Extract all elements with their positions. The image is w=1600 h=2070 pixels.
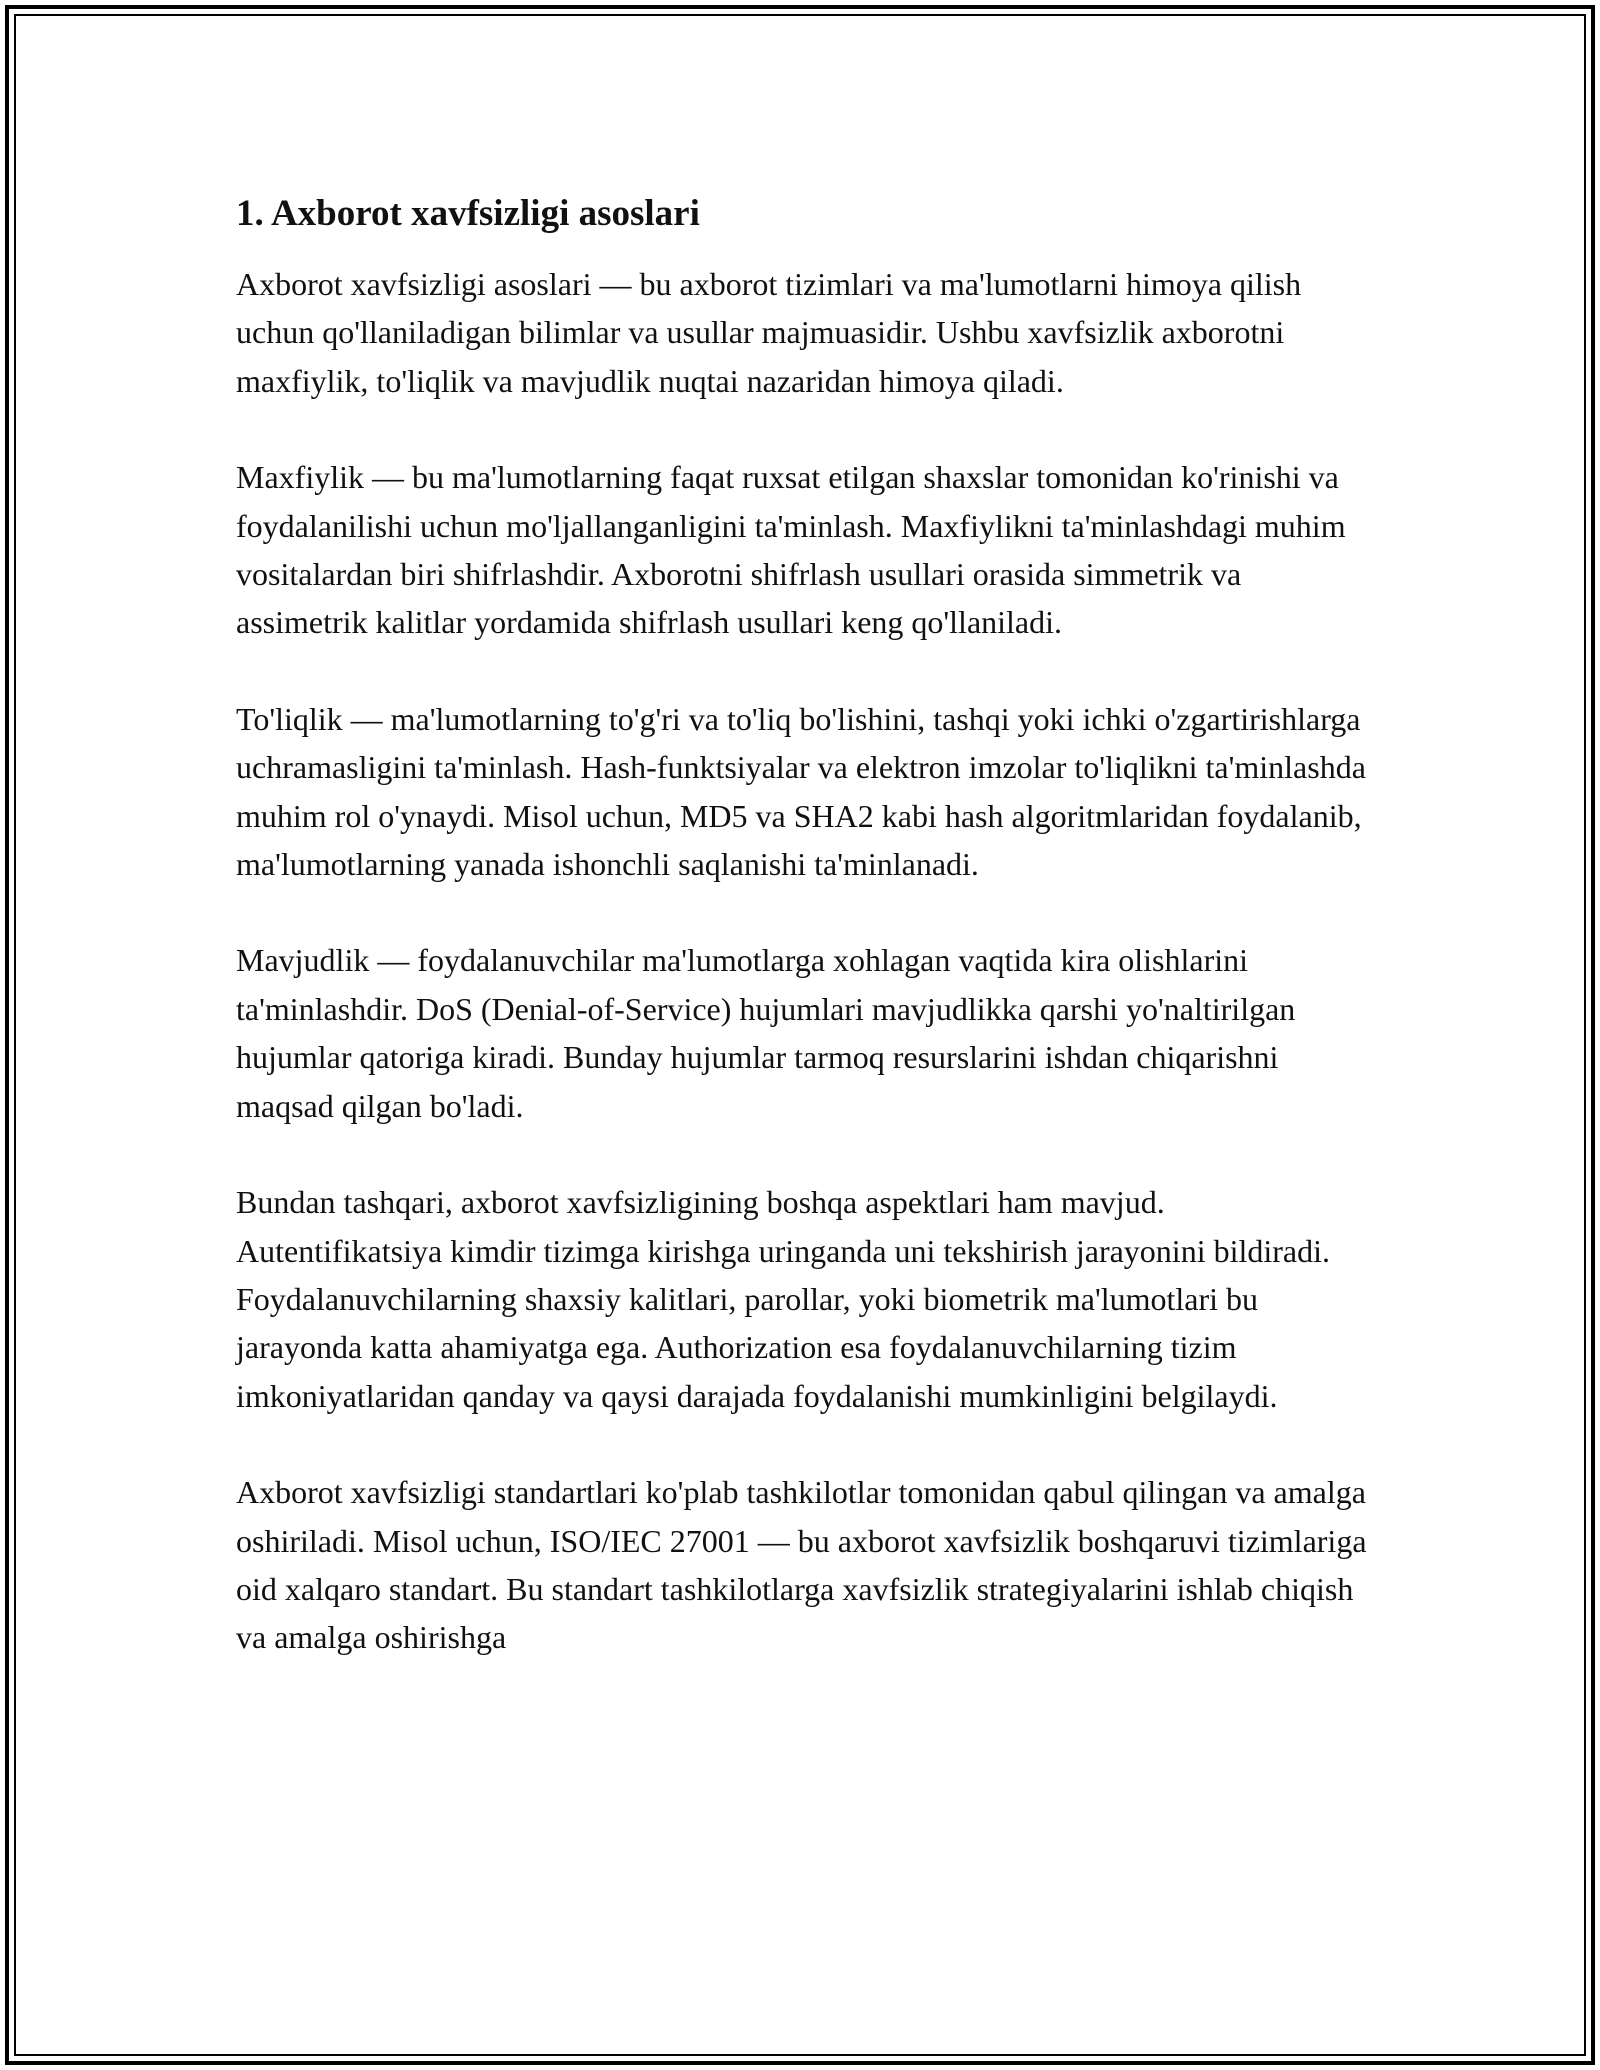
paragraph-standards: Axborot xavfsizligi standartlari ko'plab tashkilotlar tomonidan qabul qilingan va amalga oshiriladi. Misol uchun, ISO/IEC 27001 — bu axborot xavfsizlik boshqaruvi tizimlariga oid xalqaro standart. Bu standart tashkilotlarga xavfsizlik strategiyalarini ishlab chiqish va amalga oshirishga bbox=[236, 1474, 1367, 1656]
paragraph-confidentiality: Maxfiylik — bu ma'lumotlarning faqat ruxsat etilgan shaxslar tomonidan ko'rinishi va foydalanilishi uchun mo'ljallanganligini ta'minlash. Maxfiylikni ta'minlashdagi muhim vositalardan biri shifrlashdir. Axborotni shifrlash usullari orasida simmetrik va assimetrik kalitlar yordamida shifrlash usullari keng qo'llaniladi. bbox=[236, 459, 1346, 641]
paragraph-authentication: Bundan tashqari, axborot xavfsizligining boshqa aspektlari ham mavjud. Autentifikatsiya kimdir tizimga kirishga uringanda uni tekshirish jarayonini bildiradi. Foydalanuvchilarning shaxsiy kalitlari, parollar, yoki biometrik ma'lumotlari bu jarayonda katta ahamiyatga ega. Authorization esa foydalanuvchilarning tizim imkoniyatlaridan qanday va qaysi darajada foydalanishi mumkinligini belgilaydi. bbox=[236, 1184, 1330, 1414]
paragraph-integrity: To'liqlik — ma'lumotlarning to'g'ri va to'liq bo'lishini, tashqi yoki ichki o'zgartirishlarga uchramasligini ta'minlash. Hash-funktsiyalar va elektron imzolar to'liqlikni ta'minlashda muhim rol o'ynaydi. Misol uchun, MD5 va SHA2 kabi hash algoritmlaridan foydalanib, ma'lumotlarning yanada ishonchli saqlanishi ta'minlanadi. bbox=[236, 700, 1366, 883]
paragraph-intro: Axborot xavfsizligi asoslari — bu axborot tizimlari va ma'lumotlarni himoya qilish uchun qo'llaniladigan bilimlar va usullar majmuasidir. Ushbu xavfsizlik axborotni maxfiylik, to'liqlik va mavjudlik nuqtai nazaridan himoya qiladi. bbox=[236, 266, 1302, 399]
document-body bbox=[236, 190, 1376, 1710]
paragraph-availability: Mavjudlik — foydalanuvchilar ma'lumotlarga xohlagan vaqtida kira olishlarini ta'minlashdir. DoS (Denial-of-Service) hujumlari mavjudlikka qarshi yo'naltirilgan hujumlar qatoriga kiradi. Bunday hujumlar tarmoq resurslarini ishdan chiqarishni maqsad qilgan bo'ladi. bbox=[236, 942, 1296, 1124]
page-title: 1. Axborot xavfsizligi asoslari bbox=[236, 193, 700, 234]
